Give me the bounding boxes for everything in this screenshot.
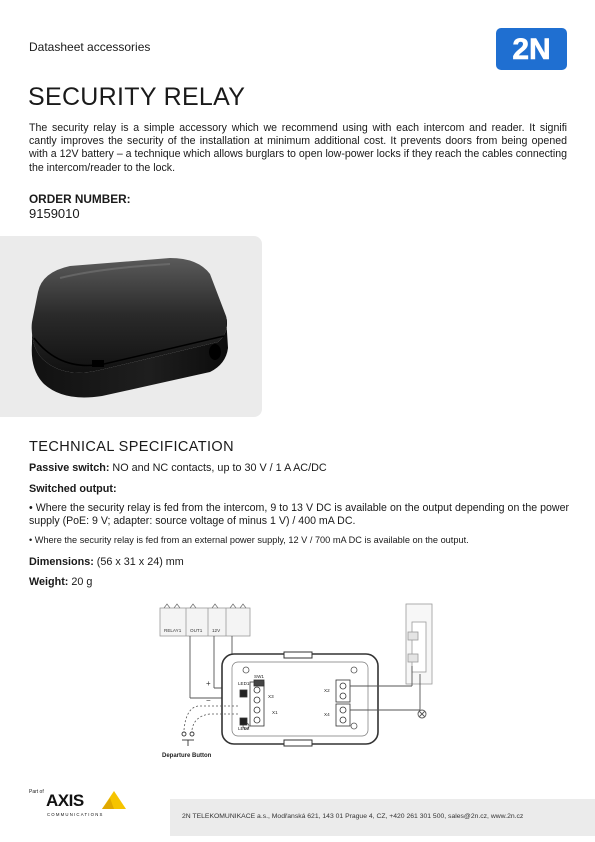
x4-label: X4 xyxy=(324,712,330,717)
switched-output-label: Switched output: xyxy=(29,483,117,495)
plus-sign: + xyxy=(206,679,211,688)
switched-output-bullet-2: • Where the security relay is fed from an external power supply, 12 V / 700 mA DC is available on the output. xyxy=(29,535,469,545)
sw1-label: SW1 xyxy=(254,674,264,679)
page-title: SECURITY RELAY xyxy=(28,83,246,111)
order-number-value: 9159010 xyxy=(29,206,80,221)
x1-label: X1 xyxy=(272,710,278,715)
footer-bar xyxy=(170,799,595,836)
document-category: Datasheet accessories xyxy=(29,40,151,54)
weight-row xyxy=(29,576,92,589)
led1-label: LED1 xyxy=(238,681,250,686)
dimensions-row xyxy=(29,556,184,569)
wiring-diagram xyxy=(150,602,450,764)
terminal-label-12v: 12V xyxy=(212,628,221,633)
2n-logo-text: 2N xyxy=(512,33,551,66)
terminal-label-out1: OUT1 xyxy=(190,628,203,633)
intro-paragraph: The security relay is a simple accessory which we recommend using with each intercom and reader. It signifi cantly improves the security of the installation at minimum additional cost. It prevents doors from being opened with a 12V battery – a technique which allows burglars to open low-power locks if they reach the cables connecting the intercom/reader to the lock. xyxy=(29,122,567,174)
axis-logo-text: AXIS xyxy=(46,791,84,810)
dimensions-label: Dimensions: xyxy=(29,556,94,568)
led2-label: LED2 xyxy=(238,726,250,731)
product-photo xyxy=(0,236,262,417)
departure-button-label: Departure Button xyxy=(162,753,212,759)
passive-switch-label: Passive switch: xyxy=(29,462,110,474)
terminal-label-relay1: RELAY1 xyxy=(164,628,182,633)
passive-switch-value: NO and NC contacts, up to 30 V / 1 A AC/DC xyxy=(109,462,327,474)
switched-output-row xyxy=(29,483,117,496)
x2-label: X2 xyxy=(324,688,330,693)
weight-label: Weight: xyxy=(29,576,69,588)
minus-sign: − xyxy=(206,696,211,705)
weight-value: 20 g xyxy=(68,576,93,588)
switched-output-bullet-1: • Where the security relay is fed from the intercom, 9 to 13 V DC is available on the output depending on the power supply (PoE: 9 V; adapter: source voltage of minus 1 V) / 400 mA DC. xyxy=(29,502,569,528)
passive-switch-row xyxy=(29,462,327,475)
x3-label: X3 xyxy=(268,694,274,699)
2n-logo xyxy=(496,28,567,70)
company-address: 2N TELEKOMUNIKACE a.s., Modřanská 621, 143 01 Prague 4, CZ, +420 261 301 500, sales@2n.cz, www.2n.cz xyxy=(182,813,524,820)
spec-title: TECHNICAL SPECIFICATION xyxy=(29,439,234,455)
order-number-heading: ORDER NUMBER: xyxy=(29,192,131,206)
axis-logo xyxy=(46,789,130,819)
axis-part-of-label: Part of xyxy=(29,789,44,795)
dimensions-value: (56 x 31 x 24) mm xyxy=(93,556,184,568)
axis-communications-text: COMMUNICATIONS xyxy=(47,812,104,817)
relay-box-illustration xyxy=(20,252,240,402)
2n-logo-mark xyxy=(496,28,567,70)
